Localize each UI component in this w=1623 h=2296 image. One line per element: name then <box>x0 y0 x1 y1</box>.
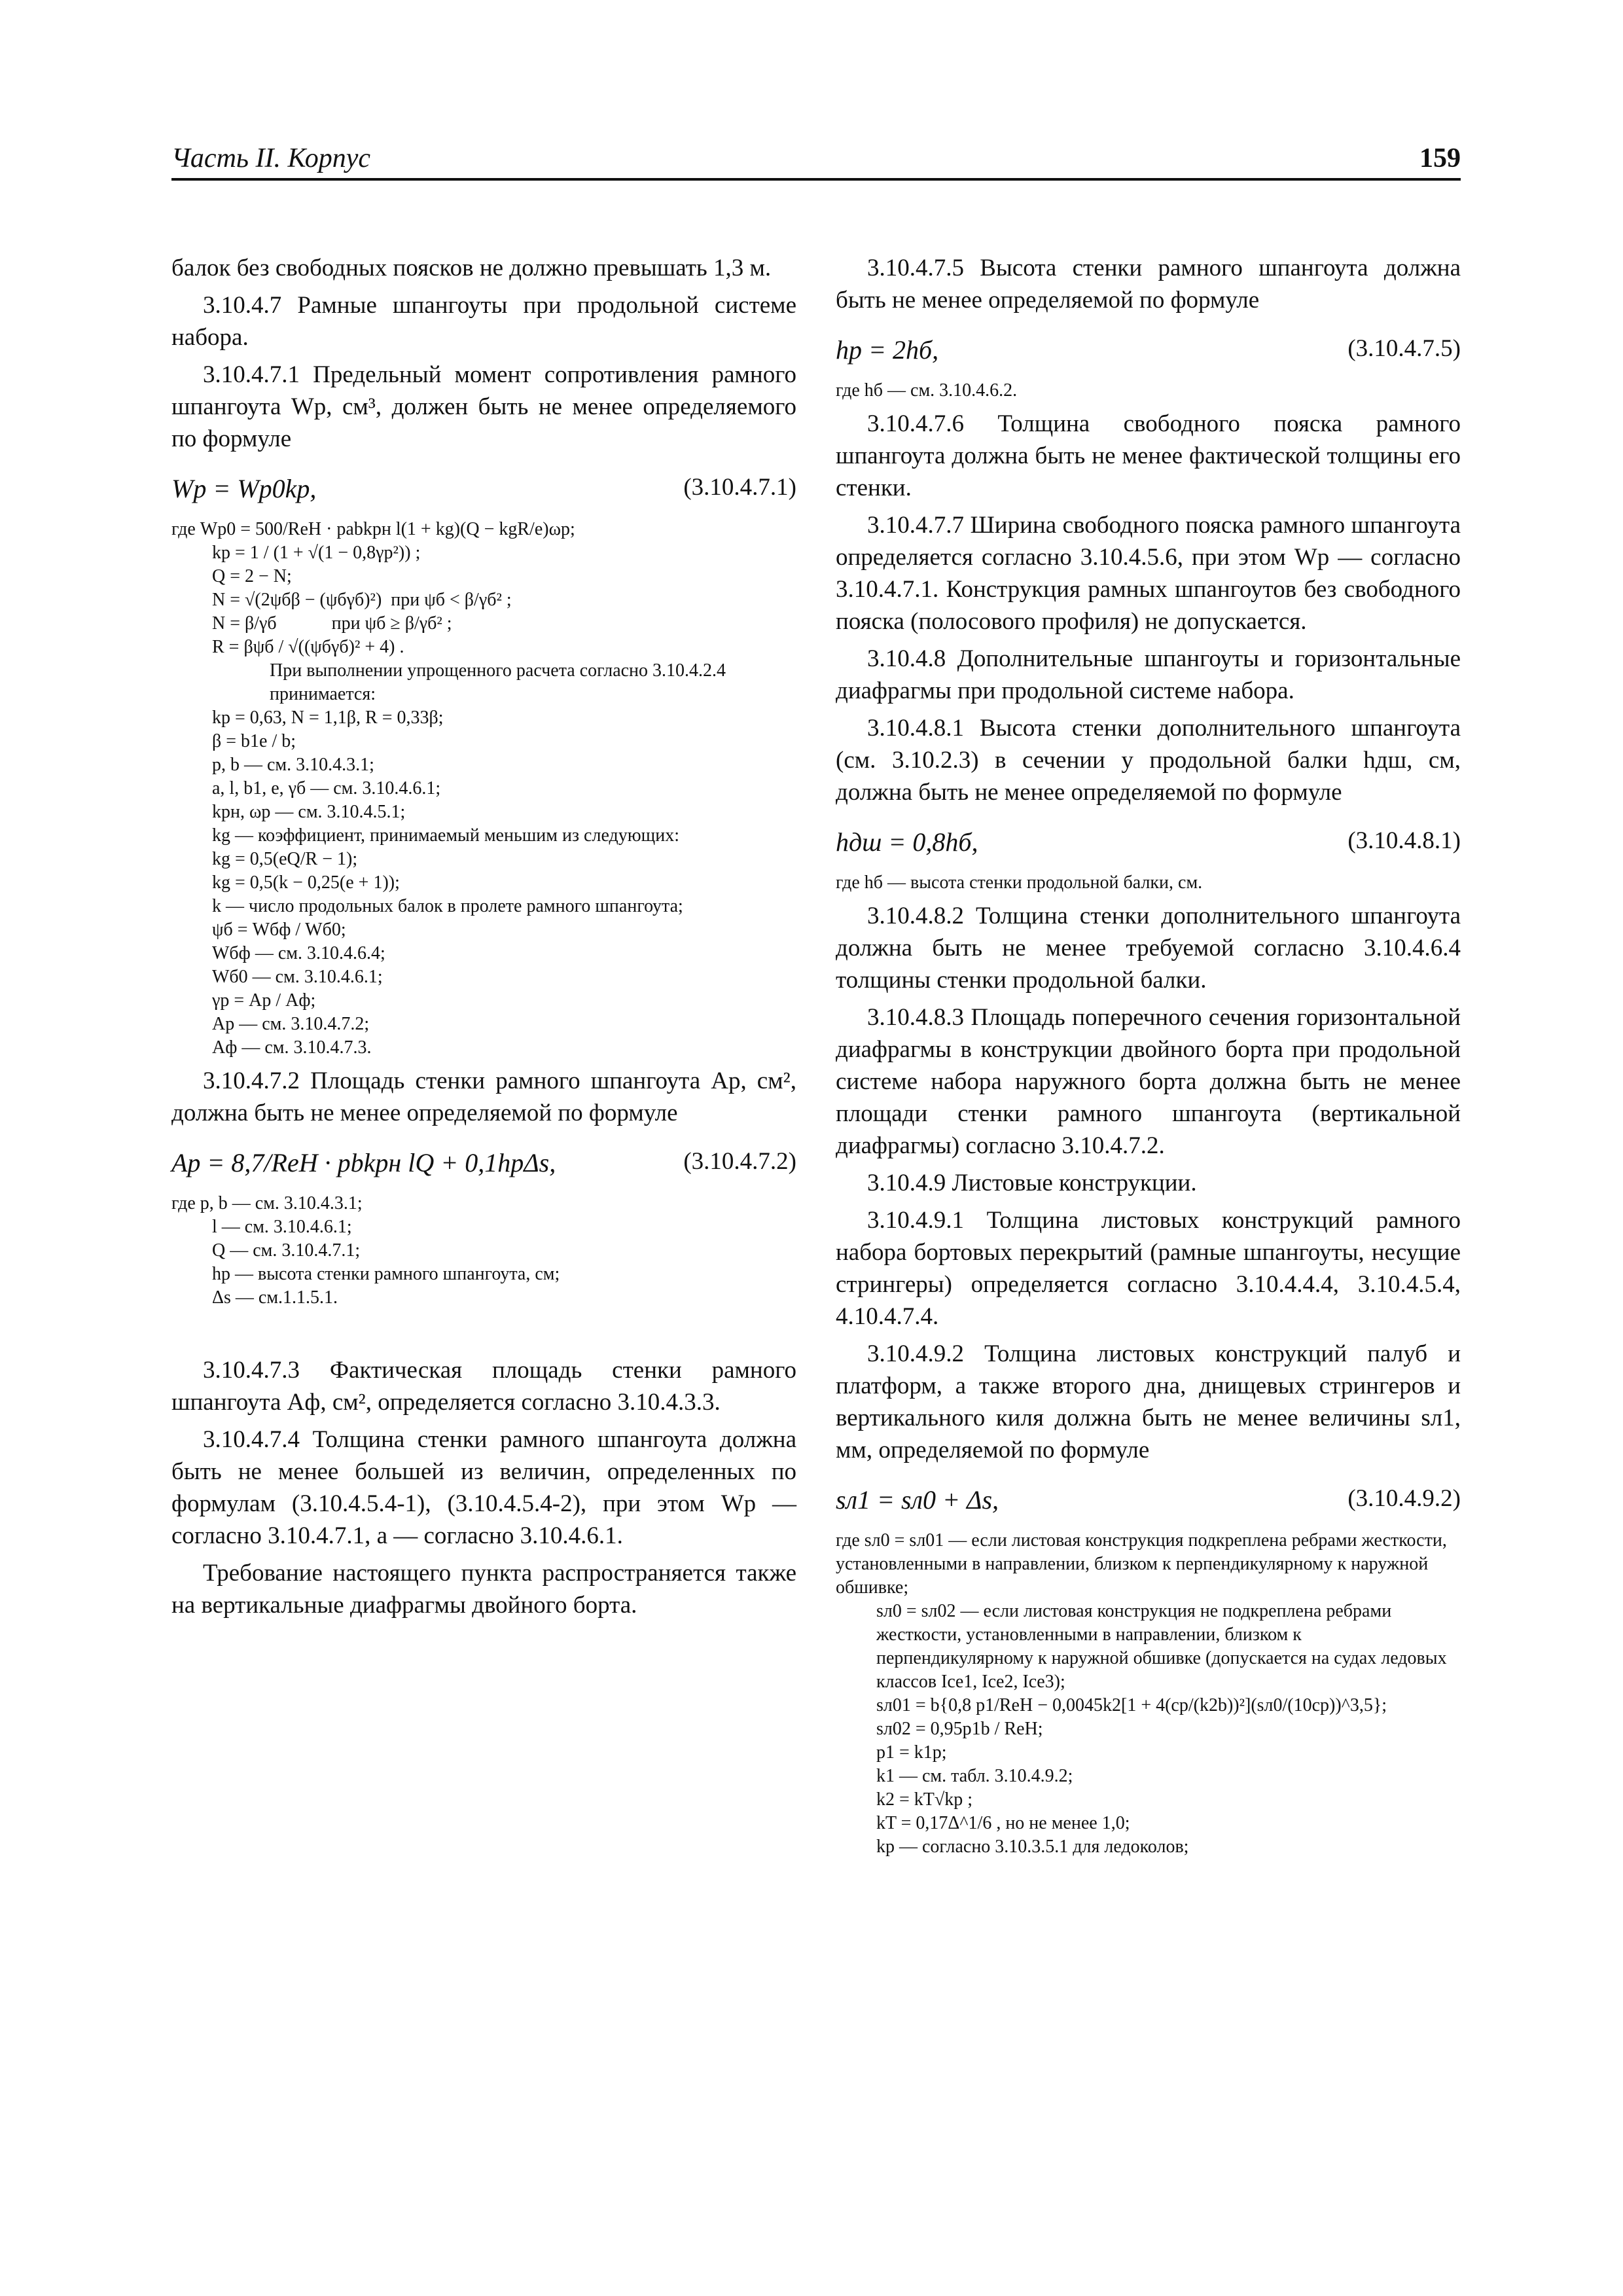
paragraph: 3.10.4.8.1 Высота стенки дополнительного шпангоута (см. 3.10.2.3) в сечении у продольной балки hдш, см, должна быть не менее определяемой по формуле <box>836 715 1461 806</box>
where-line: Δs — см.1.1.5.1. <box>212 1287 338 1308</box>
spacer <box>171 1315 796 1354</box>
formula <box>171 464 796 511</box>
formula-expression: hр = 2hб, <box>836 335 939 365</box>
formula-number: (3.10.4.8.1) <box>1347 827 1461 854</box>
where-line: p1 = k1p; <box>876 1742 947 1763</box>
where-line: R = βψб / √((ψбγб)² + 4) . <box>212 637 404 657</box>
page-header <box>171 143 1461 181</box>
where-line: kр = 1 / (1 + √(1 − 0,8γр²)) ; <box>212 543 421 563</box>
formula-expression: Aр = 8,7/ReH · pbkрн lQ + 0,1hрΔs, <box>171 1148 556 1177</box>
where-line: kg = 0,5(k − 0,25(e + 1)); <box>212 872 400 893</box>
where-line: где p, b — см. 3.10.4.3.1; <box>171 1193 363 1213</box>
formula <box>836 325 1461 372</box>
where-block <box>171 518 796 1060</box>
where-line: ψб = Wбф / Wб0; <box>212 920 346 940</box>
where-line: γр = Aр / Aф; <box>212 990 316 1011</box>
where-line: N = √(2ψбβ − (ψбγб)²) при ψб < β/γб² ; <box>212 590 512 610</box>
where-line: Aф — см. 3.10.4.7.3. <box>212 1037 372 1058</box>
where-line: где hб — см. 3.10.4.6.2. <box>836 380 1018 401</box>
formula-number: (3.10.4.7.1) <box>683 474 796 501</box>
where-line: kg = 0,5(eQ/R − 1); <box>212 849 358 869</box>
where-line: kр — согласно 3.10.3.5.1 для ледоколов; <box>876 1837 1189 1857</box>
where-line: где hб — высота стенки продольной балки, см. <box>836 872 1203 893</box>
formula-expression: hдш = 0,8hб, <box>836 827 978 857</box>
formula <box>836 1475 1461 1522</box>
formula-number: (3.10.4.9.2) <box>1347 1485 1461 1512</box>
where-line: sл01 = b{0,8 p1/ReH − 0,0045k2[1 + 4(cр/(k2b))²](sл0/(10cр))^3,5}; <box>876 1695 1387 1715</box>
running-title: Часть II. Корпус <box>171 143 371 173</box>
where-line: β = b1e / b; <box>212 731 296 751</box>
paragraph: 3.10.4.7.2 Площадь стенки рамного шпангоута Aр, см², должна быть не менее определяемой по формуле <box>171 1067 796 1126</box>
formula-expression: sл1 = sл0 + Δs, <box>836 1485 999 1515</box>
where-line: kр = 0,63, N = 1,1β, R = 0,33β; <box>212 708 444 728</box>
where-line: При выполнении упрощенного расчета согласно 3.10.4.2.4 принимается: <box>270 660 731 704</box>
paragraph: 3.10.4.7.5 Высота стенки рамного шпангоута должна быть не менее определяемой по формуле <box>836 255 1461 314</box>
where-block <box>171 1192 796 1310</box>
where-line: N = β/γб при ψб ≥ β/γб² ; <box>212 613 452 634</box>
where-block <box>836 871 1461 895</box>
where-line: где sл0 = sл01 — если листовая конструкция подкреплена ребрами жесткости, установленными в направлении, близком к перпендикулярному к наружной обшивке; <box>836 1530 1452 1598</box>
paragraph: 3.10.4.9.1 Толщина листовых конструкций рамного набора бортовых перекрытий (рамные шпангоуты, несущие стрингеры) определяется согласно 3.10.4.4.4, 3.10.4.5.4, 4.10.4.7.4. <box>836 1207 1461 1330</box>
where-line: kT = 0,17Δ^1/6 , но не менее 1,0; <box>876 1813 1130 1833</box>
where-line: kрн, ωр — см. 3.10.4.5.1; <box>212 802 406 822</box>
formula-expression: Wр = Wр0kр, <box>171 474 317 503</box>
where-line: sл0 = sл02 — если листовая конструкция не подкреплена ребрами жесткости, установленными в направлении, близком к перпендикулярному к наружной обшивке (допускается на судах ледовых классов Ice1, Ice2, Ice3); <box>876 1601 1452 1692</box>
paragraph: балок без свободных поясков не должно превышать 1,3 м. <box>171 255 772 281</box>
where-line: sл02 = 0,95p1b / ReH; <box>876 1719 1043 1739</box>
where-line: Aр — см. 3.10.4.7.2; <box>212 1014 370 1034</box>
where-line: где Wр0 = 500/ReH · pabkрн l(1 + kg)(Q − kgR/e)ωр; <box>171 519 575 539</box>
paragraph: 3.10.4.9 Листовые конструкции. <box>867 1170 1197 1196</box>
where-line: l — см. 3.10.4.6.1; <box>212 1217 352 1237</box>
header-rule <box>171 178 1461 181</box>
paragraph: 3.10.4.7.1 Предельный момент сопротивления рамного шпангоута Wр, см³, должен быть не менее определяемого по формуле <box>171 361 796 452</box>
paragraph: 3.10.4.7.6 Толщина свободного пояска рамного шпангоута должна быть не менее фактической толщины его стенки. <box>836 410 1461 501</box>
paragraph: 3.10.4.7.7 Ширина свободного пояска рамного шпангоута определяется согласно 3.10.4.5.6, при этом Wр — согласно 3.10.4.7.1. Конструкция рамных шпангоутов без свободного пояска (полосового профиля) не допускается. <box>836 512 1461 635</box>
where-line: a, l, b1, e, γб — см. 3.10.4.6.1; <box>212 778 441 798</box>
paragraph: 3.10.4.8 Дополнительные шпангоуты и горизонтальные диафрагмы при продольной системе набора. <box>836 645 1461 704</box>
where-line: p, b — см. 3.10.4.3.1; <box>212 755 374 775</box>
paragraph: 3.10.4.9.2 Толщина листовых конструкций палуб и платформ, а также второго дна, днищевых стрингеров и вертикального киля должна быть не менее величины sл1, мм, определяемой по формуле <box>836 1340 1461 1463</box>
where-line: k1 — см. табл. 3.10.4.9.2; <box>876 1766 1073 1786</box>
where-line: Q = 2 − N; <box>212 566 292 586</box>
where-line: kg — коэффициент, принимаемый меньшим из следующих: <box>212 825 679 846</box>
right-column <box>836 252 1461 1864</box>
paragraph: 3.10.4.8.3 Площадь поперечного сечения горизонтальной диафрагмы в конструкции двойного борта при продольной системе набора наружного борта должна быть не менее площади стенки рамного шпангоута (вертикальной диафрагмы) согласно 3.10.4.7.2. <box>836 1004 1461 1159</box>
formula-number: (3.10.4.7.5) <box>1347 335 1461 362</box>
paragraph: 3.10.4.8.2 Толщина стенки дополнительного шпангоута должна быть не менее требуемой согласно 3.10.4.6.4 толщины стенки продольной балки. <box>836 903 1461 994</box>
where-block <box>836 1529 1461 1859</box>
where-block <box>836 379 1461 403</box>
paragraph: Требование настоящего пункта распространяется также на вертикальные диафрагмы двойного борта. <box>171 1560 796 1619</box>
page-number: 159 <box>1419 143 1461 173</box>
where-line: k2 = kT√kр ; <box>876 1789 973 1810</box>
paragraph: 3.10.4.7.3 Фактическая площадь стенки рамного шпангоута Aф, см², определяется согласно 3.10.4.3.3. <box>171 1357 796 1416</box>
where-line: Q — см. 3.10.4.7.1; <box>212 1240 361 1261</box>
where-line: Wб0 — см. 3.10.4.6.1; <box>212 967 383 987</box>
paragraph: 3.10.4.7 Рамные шпангоуты при продольной системе набора. <box>171 292 796 351</box>
left-column <box>171 252 796 1626</box>
formula <box>171 1138 796 1185</box>
where-line: hр — высота стенки рамного шпангоута, см; <box>212 1264 560 1284</box>
formula-number: (3.10.4.7.2) <box>683 1148 796 1175</box>
formula <box>836 817 1461 865</box>
paragraph: 3.10.4.7.4 Толщина стенки рамного шпангоута должна быть не менее большей из величин, определенных по формулам (3.10.4.5.4-1), (3.10.4.5.4-2), при этом Wр — согласно 3.10.4.7.1, a — согласно 3.10.4.6.1. <box>171 1426 796 1549</box>
where-line: Wбф — см. 3.10.4.6.4; <box>212 943 385 963</box>
where-line: k — число продольных балок в пролете рамного шпангоута; <box>212 896 683 916</box>
